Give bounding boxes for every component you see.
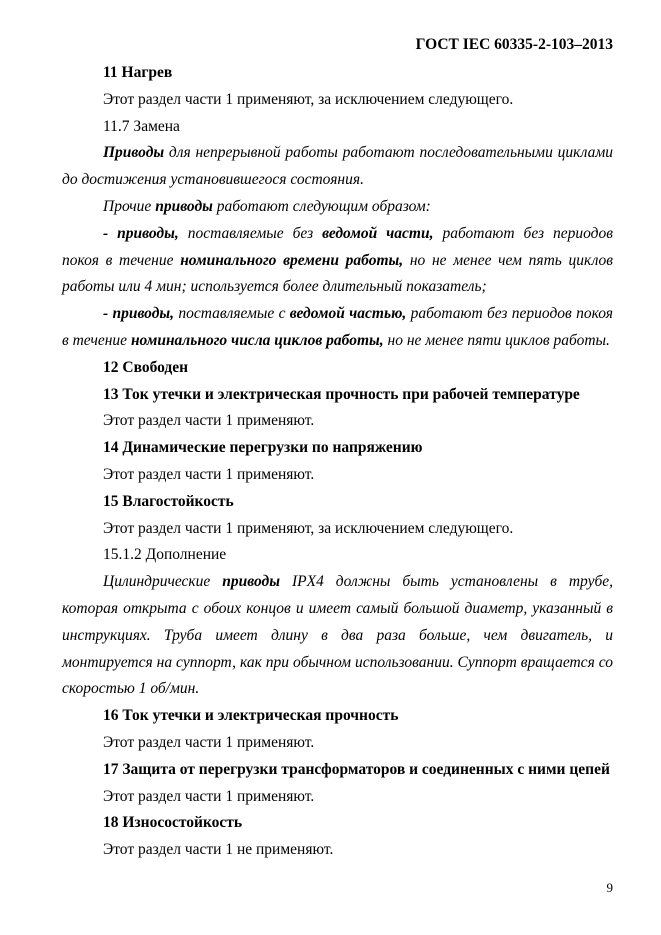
page-number: 9 — [606, 880, 613, 895]
section-18-title: 18 Износостойкость — [103, 814, 243, 832]
section-14-text: Этот раздел части 1 применяют. — [103, 465, 315, 483]
section-16-title: 16 Ток утечки и электрическая прочность — [103, 707, 399, 725]
document-body — [62, 60, 613, 864]
subsection-11-7-item-2: - приводы, поставляемые с ведомой частью, работают без периодов покоя в течение номинального числа циклов работы, но не менее пяти циклов работы. — [62, 305, 613, 349]
section-13-text: Этот раздел части 1 применяют. — [103, 412, 315, 430]
section-11-intro: Этот раздел части 1 применяют, за исключением следующего. — [103, 90, 514, 108]
section-12-title: 12 Свободен — [103, 358, 189, 376]
subsection-15-1-2-para: Цилиндрические приводы IPX4 должны быть установлены в трубе, которая открыта с обоих концов и имеет самый большой диаметр, указанный в инструкциях. Труба имеет длину в два раза больше, чем двигатель, и монтируется на суппорт, как при обычном использовании. Суппорт вращается со скоростью 1 об/мин. — [62, 573, 614, 698]
document-header: ГОСТ IEC 60335-2-103–2013 — [415, 36, 613, 53]
section-17-title: 17 Защита от перегрузки трансформаторов и соединенных с ними цепей — [103, 760, 610, 778]
section-11-title: 11 Нагрев — [103, 64, 173, 81]
subsection-15-1-2-title: 15.1.2 Дополнение — [103, 546, 227, 564]
section-18-text: Этот раздел части 1 не применяют. — [103, 841, 334, 859]
subsection-11-7-para-2: Прочие приводы работают следующим образом: — [103, 197, 431, 215]
section-16-text: Этот раздел части 1 применяют. — [103, 733, 315, 751]
subsection-11-7-item-1: - приводы, поставляемые без ведомой части, работают без периодов покоя в течение номинального времени работы, но не менее чем пять циклов работы или 4 мин; используется более длительный показатель; — [62, 224, 613, 296]
section-15-intro: Этот раздел части 1 применяют, за исключением следующего. — [103, 519, 514, 537]
subsection-11-7-para-1: Приводы для непрерывной работы работают последовательными циклами до достижения установившегося состояния. — [62, 144, 613, 189]
subsection-11-7-title: 11.7 Замена — [103, 117, 180, 135]
section-15-title: 15 Влагостойкость — [103, 492, 234, 510]
section-17-text: Этот раздел части 1 применяют. — [103, 787, 315, 805]
section-13-title: 13 Ток утечки и электрическая прочность при рабочей температуре — [103, 385, 580, 403]
section-14-title: 14 Динамические перегрузки по напряжению — [103, 439, 423, 457]
